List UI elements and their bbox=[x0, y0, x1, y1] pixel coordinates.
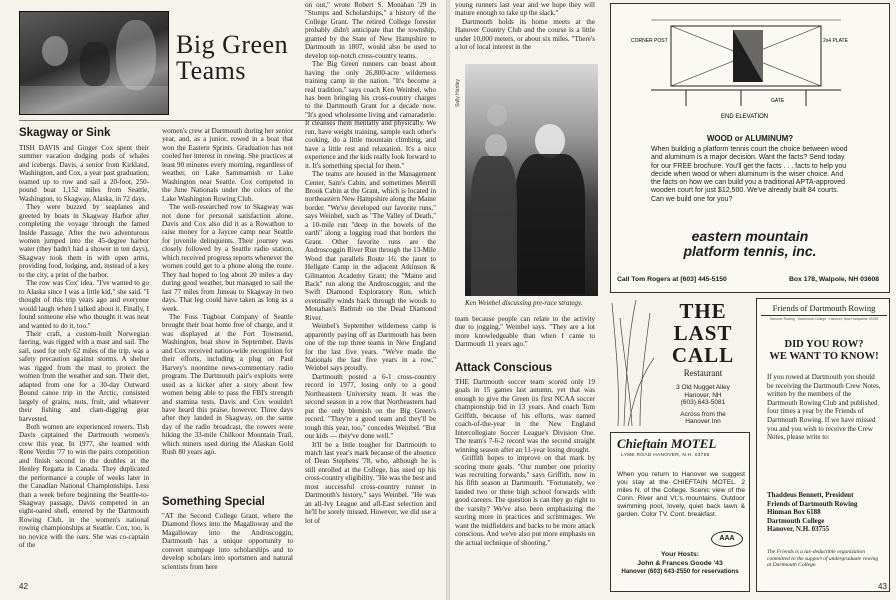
last-call-restaurant: Restaurant bbox=[683, 368, 723, 378]
skagway-paragraph: The Foss Tugboat Company of Seattle brought their boat home free of charge, and it was displayed at the Fort Townsend, Washington, boat show in September. Davis and Cox received nation-wide recognition for their efforts, including a plug on Paul Harvey's noontime news-commentary radio program. The Dartmouth pair's exploits were used as a kicker after a story about few women being able to pass the FBI's strength and stamina tests. Davis and Cox wouldn't have heard this praise, however. Three days after they landed in Skagway, on the same day of the radio broadcast, the rowers were hiking the 33-mile Chilkoot Mountain Trail, which miners used during the Alaskan Gold Rush 80 years ago. bbox=[162, 312, 293, 457]
runners-paragraph: team because people can relate to the activity due to jogging," Weinbel says. "They are a lot more knowledgeable than when I came to Dartmouth 11 years ago." bbox=[455, 315, 595, 349]
photo-coach-weinbel bbox=[465, 64, 598, 296]
hosts-phone: Hanover (603) 643-2550 for reservations bbox=[621, 568, 739, 575]
chieftain-address: LYME ROAD HANOVER, N.H. 03755 bbox=[621, 453, 710, 458]
ad-body: When building a platform tennis court the choice between wood and aluminum is a major decision. Want the facts? Send today for our FREE brochure. You'll get the facts . . . facts to help you decide when wood or when aluminum is the wiser choice. And the facts on how we can build you a traditional APTA-approved wooden court for just $12,500. We've already built 84 courts. Can we build one for you? bbox=[651, 146, 848, 203]
last-call-line-3: CALL bbox=[671, 343, 735, 367]
ad-friends-of-dartmouth-rowing bbox=[756, 298, 890, 592]
runners-paragraph: Dartmouth holds its home meets at the Hanover Country Club and the course is a little under 10,000 meters, or about six miles. "There's a lot of local interest in the bbox=[455, 17, 595, 52]
heading-skagway-or-sink: Skagway or Sink bbox=[19, 127, 111, 139]
chieftain-body: When you return to Hanover we suggest you stay at the CHIEFTAIN MOTEL. 2 miles N. of the College. Scenic view of the Conn. River and Vt.'s mountains. Outdoor swimming pool, lovely, quiet back lawn & garden. Color TV. Cont. breakfast. bbox=[617, 471, 745, 519]
runners-column-after bbox=[455, 315, 595, 355]
title-line-1: Big Green bbox=[176, 30, 289, 59]
last-call-line-1: THE bbox=[679, 299, 727, 323]
last-call-line-2: LAST bbox=[673, 321, 733, 345]
hosts-label: Your Hosts: bbox=[660, 551, 699, 558]
something-column bbox=[162, 512, 293, 588]
reeds-illustration bbox=[610, 298, 660, 426]
diagram-label-corner-post: CORNER POST bbox=[631, 38, 668, 44]
rowing-contact-5: Hanover, N.H. 03755 bbox=[767, 525, 830, 534]
heading-something-special: Something Special bbox=[162, 496, 265, 508]
runners-paragraph: young runners last year and we hope they will mature enough to take up the slack." bbox=[455, 1, 595, 18]
last-call-address-1: 3 Old Nugget Alley bbox=[676, 384, 730, 391]
court-elevation-diagram bbox=[611, 6, 889, 126]
something-paragraph: on out," wrote Robert S. Monahan '29 in "Stumps and Scholarships," a history of the College Grant. The retired College forester probably didn't anticipate that the township, granted by the State of New Hampshire to Dartmouth in 1807, would also be used to develop top-notch cross-country teams. bbox=[305, 1, 436, 60]
diagram-label-plate: 2x4 PLATE bbox=[823, 38, 848, 44]
something-paragraph: The teams are housed in the Management Center, Sam's Cabin, and sometimes Merrill Brook Cabin at the Grant, which is located in northeastern New Hampshire along the Maine border. "We've developed our favorite runs," says Weinbel, such as "The Valley of Death," a 10-mile run "deep in the bowels of the earth" along a logging road that borders the Grant. Other favorite runs are the Androscoggin River Run through the 13-Mile Wood that parallels Route 16; the jaunt to Hellgate Camp in the adjacent Atkinson & Gilmanton Academy Grant; the "Maine and Back" run along the Androscoggin; and the Swift Diamond Exploratory Run, which eventually winds back through the woods to Monahan's Bathtub on the Dead Diamond River. bbox=[305, 170, 436, 322]
something-column-3 bbox=[305, 1, 436, 589]
last-call-phone: (603) 643-5081 bbox=[680, 399, 726, 406]
diagram-label-end-elevation: END ELEVATION bbox=[721, 114, 769, 120]
ad-contact-address: Box 178, Walpole, NH 03608 bbox=[789, 276, 880, 283]
skagway-paragraph: The well-researched row to Skagway was not done for personal satisfaction alone. Davis and Cox also did it as a Rowathon to raise money for a Jaycee camp near Seattle for juvenile delinquents. Their journey was closely followed by a Seattle radio station, which received progress reports whenever the women could get to a phone along the route. They had hoped to log about 20 miles a day during good weather, but managed to sail the last 77 miles from Juneau to Skagway in two days. That leg could have taken as long as a week. bbox=[162, 203, 293, 313]
attack-paragraph: THE Dartmouth soccer team scored only 19 goals in 15 games last autumn, yet that was enough to give the Green its first NCAA soccer championship bid in 13 years. And coach Tom Griffith, because of his efforts, was named coach-of-the-year in the New England Intercollegiate Soccer League's Division One. The team's 7-6-2 record was the second straight winning season after an 11-year losing drought. bbox=[455, 378, 595, 454]
last-call-address-2: Hanover, NH bbox=[684, 391, 722, 399]
something-paragraph: The Big Green runners can boast about having the only 26,800-acre wilderness training camp in the nation. "It's become a real tradition," says coach Ken Weinbel, who has been bringing his cross-country charges to the Dartmouth Grant for a decade now. "It's good wholesome living and camaraderie. It cleanses them mentally and physically. We run, have weight training, sample each other's cooking, do a little mountain climbing, and have a little rest and relaxation. It's a nice experience and the kids really look forward to it. It's something special for them." bbox=[305, 60, 436, 170]
right-page bbox=[450, 0, 896, 600]
skagway-column-2 bbox=[162, 127, 293, 485]
skagway-paragraph: Their craft, a custom-built Norwegian faering, was rigged with a mast and sail. The sail, used for only 62 miles of the trip, was a safety precaution against storms. A shelter was rigged from the mast to protect the women from the weather and sun. Their diet, adapted from one for a 30-day Outward Bound canoe trip in the Arctic, consisted largely of grains, nuts, fruit, and whatever their fishing and clam-digging gear harvested. bbox=[19, 329, 149, 423]
diagram-label-gate: GATE bbox=[771, 98, 785, 104]
skagway-paragraph: women's crew at Dartmouth during her senior year, and, as a junior, rowed in a boat that won the Eastern Sprints. Graduation has not cooled her interest in rowing. She practices at least 90 minutes every morning, regardless of weather, on Lake Sammamish or Lake Washington near Seattle. Cox competed in the June Nationals under the colors of the Lake Washington Rowing Club. bbox=[162, 127, 293, 203]
header-photo-football bbox=[19, 11, 169, 115]
something-paragraph: Dartmouth posted a 6-1 cross-country record in 1977, losing only to a good Northeastern University team. It was the second season in a row that Northeastern had put the only blemish on the Big Green's record. "They're a good team and they'll be tough this year, too," concedes Weinbel. "But our kids — they've done well." bbox=[305, 372, 436, 441]
chieftain-logo: Chieftain MOTEL bbox=[617, 436, 717, 451]
ad-eastern-mountain-platform-tennis bbox=[610, 3, 890, 293]
ad-contact-phone: Call Tom Rogers at [603] 445-5150 bbox=[617, 276, 727, 283]
title-line-2: Teams bbox=[176, 56, 246, 85]
photo-caption: Ken Weinbel discussing pre-race strategy. bbox=[465, 299, 583, 307]
company-line-2: platform tennis, inc. bbox=[683, 243, 817, 259]
left-page bbox=[0, 0, 446, 600]
ad-chieftain-motel bbox=[610, 432, 750, 592]
skagway-column-1 bbox=[19, 144, 149, 574]
section-title-big-green-teams bbox=[176, 32, 288, 84]
last-call-note-2: Hanover Inn bbox=[685, 418, 721, 425]
skagway-paragraph: TISH DAVIS and Ginger Cox spent their summer vacation dodging pods of whales and icebergs. Davis, a senior from Kirkland, Washington, and Cox, a year past graduation, teamed up to row and sail a 20-foot, 250-pound boat 1,152 miles from Seattle, Washington, to Skagway, Alaska, in 72 days. bbox=[19, 144, 149, 203]
runners-column-top bbox=[455, 1, 595, 61]
something-paragraph: It'll be a little tougher for Dartmouth to match last year's mark because of the absence of Dean Stephens '78, who, although he is still enrolled at the College, has used up his cross-country eligibility. "He was the best and most successful cross-country runner in Dartmouth's history," says Weinbel. "He was an all-Ivy League and all-East selection and he'll be sorely missed. However, we did use a lot of bbox=[305, 440, 436, 525]
rowing-contact-1: Thaddeus Bennett, President bbox=[767, 491, 854, 499]
skagway-paragraph: The row was Cox' idea. "I've wanted to go to Alaska since I was a little kid," she said. "I thought of this trip years ago and everyone would laugh when I talked about it. Finally, I found someone else who thought it was neat and wanted to do it, too." bbox=[19, 279, 149, 330]
ad-company bbox=[611, 229, 889, 259]
something-paragraph: "AT the Second College Grant, where the Diamond flows into the Magalloway and the Magalloway into the Androscoggin, Dartmouth has a unique opportunity to convert stumpage into scholarships and to develop scholars into sportsmen and natural scientists from here bbox=[162, 512, 293, 571]
last-call-title bbox=[656, 300, 750, 366]
chieftain-hosts bbox=[611, 551, 749, 577]
rowing-headline-1: DID YOU ROW? bbox=[784, 339, 864, 350]
rowing-headline bbox=[757, 339, 891, 363]
photo-credit: Sally Hartley bbox=[455, 78, 462, 108]
ad-the-last-call bbox=[610, 298, 750, 426]
attack-column bbox=[455, 378, 595, 588]
rowing-contact-4: Dartmouth College bbox=[767, 516, 825, 525]
company-line-1: eastern mountain bbox=[691, 228, 809, 244]
last-call-address bbox=[656, 384, 750, 426]
page-number-left: 42 bbox=[19, 582, 28, 591]
rowing-contact-3: Hinman Box 6188 bbox=[767, 508, 821, 517]
something-paragraph: Weinbel's September wilderness camp is apparently paying off as Dartmouth has been one of the top three teams in New England for the last five years. "We've made the Nationals the last five years in a row," Weinbel says proudly. bbox=[305, 322, 436, 373]
rowing-footer: The Friends is a tax-deductible organization committed to the support of undergraduate rowing at Dartmouth College. bbox=[767, 549, 879, 569]
rowing-body: If you rowed at Dartmouth you should be receiving the Dartmouth Crew Notes, written by the members of the Dartmouth Rowing Club and published four times a year by the Friends of Dartmouth Rowing. If we have missed you and you wish to receive the Crew Notes, please write to: bbox=[767, 373, 881, 442]
skagway-paragraph: Both women are experienced rowers. Tish Davis captained the Dartmouth women's crew this year. In 1977, she teamed with Rene Verdin '77 to win the pairs competition and finish second in the doubles at the Henley Regatta in Canada. They duplicated the performance a couple of weeks later in the Canadian National Championships. Less than a week before beginning the Seattle-to-Skagway passage, Davis competed in an eight-oared shell, entered by the Dartmouth Rowing Club, in the women's national rowing championships at Seattle. Cox, too, is no novice with the oars. She was co-captain of the bbox=[19, 422, 149, 550]
rowing-banner-sub: Hanover Rowing · Dartmouth College · Hanover, New Hampshire 03755 bbox=[769, 317, 879, 321]
aaa-badge: AAA bbox=[711, 531, 743, 547]
rowing-contact bbox=[767, 491, 887, 534]
heading-attack-conscious: Attack Conscious bbox=[455, 362, 553, 374]
attack-paragraph: Griffith hopes to improve on that mark by scoring more goals. "Our number one priority was recruiting forwards," says Griffith, now in his fifth season at Dartmouth. "Fortunately, we landed two or three high school forwards with good careers. The question is can they go right to the varsity? We've also been emphasizing the scoring more in practices and scrimmages. We want the midfielders and backs to be more attack conscious. And we've also put more emphasis on the actual technique of shooting." bbox=[455, 454, 595, 547]
hosts-names: John & Frances Goode '43 bbox=[637, 559, 723, 567]
ad-question: WOOD or ALUMINUM? bbox=[706, 134, 794, 143]
rowing-headline-2: WE WANT TO KNOW! bbox=[769, 351, 879, 362]
rowing-contact-2: Friends of Dartmouth Rowing bbox=[767, 499, 858, 508]
skagway-paragraph: They were buzzed by seaplanes and greeted by boats in Skagway Harbor after completing the voyage through the famed Inside Passage. After the two adventurous women jumped into the 45-degree harbor water (they hadn't had a shower in ten days), Skagway took them in with open arms, providing food, lodging, and, instead of a key to the city, a print of the harbor. bbox=[19, 203, 149, 279]
rowing-banner: Friends of Dartmouth Rowing bbox=[761, 303, 887, 316]
last-call-note-1: Across from the bbox=[680, 410, 726, 418]
page-number-right: 43 bbox=[878, 582, 887, 591]
